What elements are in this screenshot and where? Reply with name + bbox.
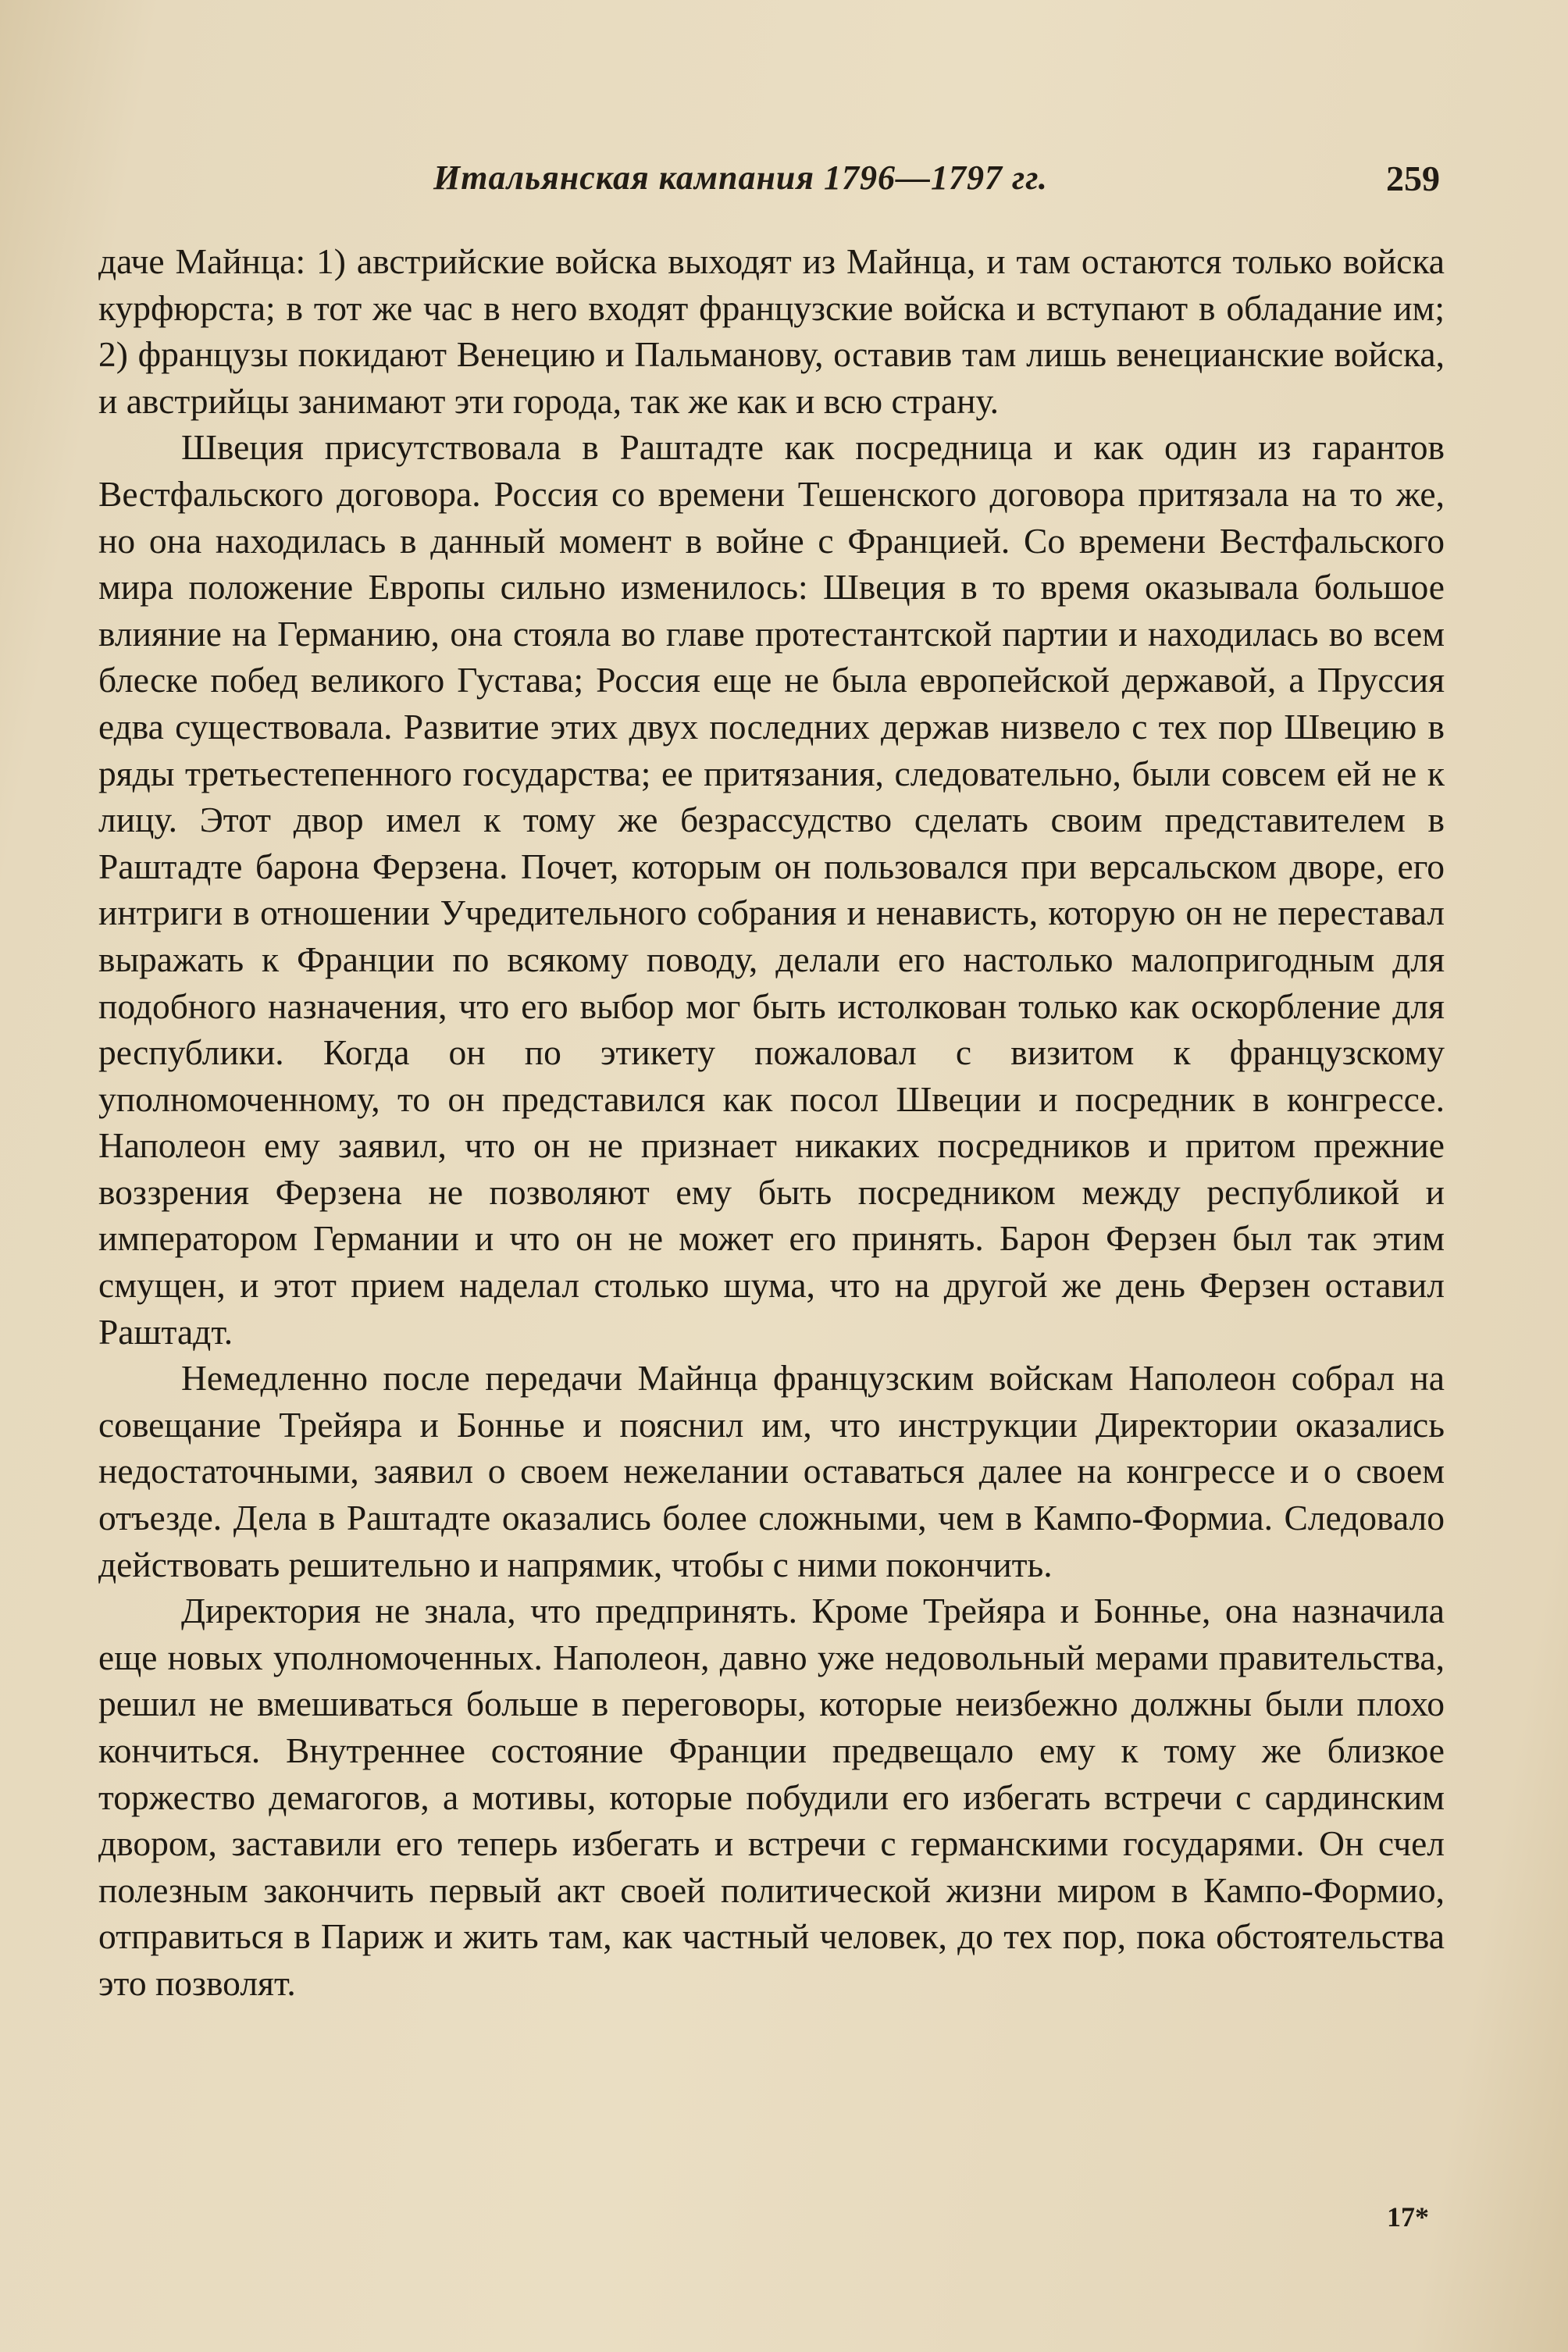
- paragraph-directory: Директория не знала, что предпринять. Кроме Трейяра и Боннье, она назначила еще новых уполномоченных. Наполеон, давно уже недовольный мерами правительства, решил не вмешиваться больше в переговоры, которые неизбежно должны были плохо кончиться. Внутреннее состояние Франции предвещало ему к тому же близкое торжество демагогов, а мотивы, которые побудили его избегать встречи с сардинским двором, заставили его теперь избегать и встречи с германскими государями. Он счел полезным закончить первый акт своей политической жизни миром в Кампо-Формио, отправиться в Париж и жить там, как частный человек, до тех пор, пока обстоятельства это позволят.: [98, 1591, 1445, 2003]
- signature-mark: 17*: [1387, 2201, 1429, 2233]
- page-header: [0, 153, 1568, 208]
- page-number: 259: [1386, 159, 1440, 198]
- paragraph-sweden: Швеция присутствовала в Раштадте как посредница и как один из гарантов Вестфальского договора. Россия со времени Тешенского договора притязала на то же, но она находилась в данный момент в войне с Францией. Со времени Вестфальского мира положение Европы сильно изменилось: Швеция в то время оказывала большое влияние на Германию, она стояла во главе протестантской партии и находилась во всем блеске побед великого Густава; Россия еще не была европейской державой, а Пруссия едва существовала. Развитие этих двух последних держав низвело с тех пор Швецию в ряды третьестепенного государства; ее притязания, следовательно, были совсем ей не к лицу. Этот двор имел к тому же безрассудство сделать своим представителем в Раштадте барона Ферзена. Почет, которым он пользовался при версальском дворе, его интриги в отношении Учредительного собрания и ненависть, которую он не переставал выражать к Франции по всякому поводу, делали его настолько малопригодным для подобного назначения, что его выбор мог быть истолкован только как оскорбление для республики. Когда он по этикету пожаловал с визитом к французскому уполномоченному, то он представился как посол Швеции и посредник в конгрессе. Наполеон ему заявил, что он не признает никаких посредников и притом прежние воззрения Ферзена не позволяют ему быть посредником между республикой и императором Германии и что он не может его принять. Барон Ферзен был так этим смущен, и этот прием наделал столько шума, что на другой же день Ферзен оставил Раштадт.: [98, 427, 1445, 1352]
- body-text: [98, 238, 1445, 2007]
- paragraph-mainz-transfer: Немедленно после передачи Майнца французским войскам Наполеон собрал на совещание Трейяра и Боннье и пояснил им, что инструкции Директории оказались недостаточными, заявил о своем нежелании оставаться далее на конгрессе и о своем отъезде. Дела в Раштадте оказались более сложными, чем в Кампо-Формиа. Следовало действовать решительно и напрямик, чтобы с ними покончить.: [98, 1358, 1445, 1584]
- paragraph-continuation: даче Майнца: 1) австрийские войска выходят из Майнца, и там остаются только войска курфюрста; в тот же час в него входят французские войска и вступают в обладание им; 2) французы покидают Венецию и Пальманову, оставив там лишь венецианские войска, и австрийцы занимают эти города, так же как и всю страну.: [98, 241, 1445, 421]
- running-head: Итальянская кампания 1796—1797 гг.: [433, 159, 1048, 197]
